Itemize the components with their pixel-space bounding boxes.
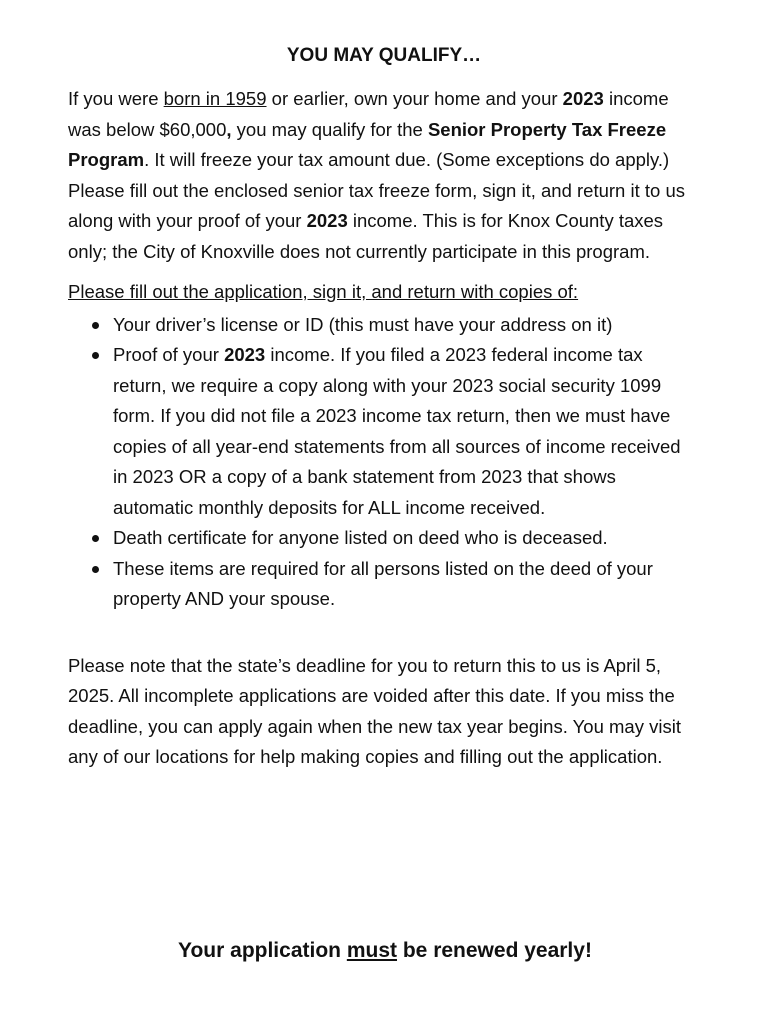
renewal-text-c: be renewed yearly! [397, 939, 592, 962]
list-item [113, 340, 700, 523]
requirements-list [68, 310, 700, 615]
requirement-id: Your driver’s license or ID (this must have your address on it) [113, 313, 613, 335]
deadline-paragraph: Please note that the state’s deadline for you to return this to us is April 5, 2025. All incomplete applications are voided after this date. If you miss the deadline, you can apply again when the new tax year begins. You may visit any of our locations for help making copies and filling out the application. [68, 654, 681, 767]
renewal-text-a: Your application [178, 939, 347, 962]
requirements-heading: Please fill out the application, sign it, and return with copies of: [68, 281, 579, 302]
bullet-icon [92, 352, 99, 359]
program-name: Senior Property Tax Freeze Program [68, 118, 667, 170]
bullet-icon [92, 322, 99, 329]
requirement-all-persons: These items are required for all persons listed on the deed of your property AND your spouse. [113, 557, 653, 609]
intro-text-5: . It will freeze your tax amount due. (Some exceptions do apply.) Please fill out the enclosed senior tax freeze form, sign it, and return it to us along with your proof of your [68, 149, 685, 231]
bullet-icon [92, 566, 99, 573]
requirement-income-c: income. If you filed a 2023 federal income tax return, we require a copy along with your 2023 social security 1099 form. If you did not file a 2023 income tax return, then we must have copies of all year-end statements from all sources of income received in 2023 OR a copy of a bank statement from 2023 that shows automatic monthly deposits for ALL income received. [113, 344, 681, 518]
intro-paragraph [68, 84, 700, 267]
income-year: 2023 [562, 88, 604, 109]
intro-text-3: income was below $60,000 [68, 88, 669, 140]
list-item [113, 554, 700, 615]
intro-text-6: income. This is for Knox County taxes only; the City of Knoxville does not currently participate in this program. [68, 210, 664, 262]
intro-text-4: you may qualify for the [231, 118, 428, 140]
renewal-notice [0, 936, 770, 966]
intro-comma: , [226, 118, 232, 140]
requirement-income-year: 2023 [224, 344, 266, 365]
intro-text-2: or earlier, own your home and your [266, 88, 563, 109]
requirement-income-a: Proof of your [113, 344, 225, 365]
page-title: YOU MAY QUALIFY… [286, 45, 482, 66]
renewal-emphasis: must [346, 939, 398, 962]
list-item [113, 310, 700, 341]
bullet-icon [92, 535, 99, 542]
proof-year: 2023 [306, 210, 348, 231]
list-item [113, 523, 700, 554]
birth-year-phrase: born in 1959 [163, 88, 267, 109]
requirement-death-cert: Death certificate for anyone listed on deed who is deceased. [113, 527, 608, 548]
intro-text-1: If you were [68, 88, 164, 109]
